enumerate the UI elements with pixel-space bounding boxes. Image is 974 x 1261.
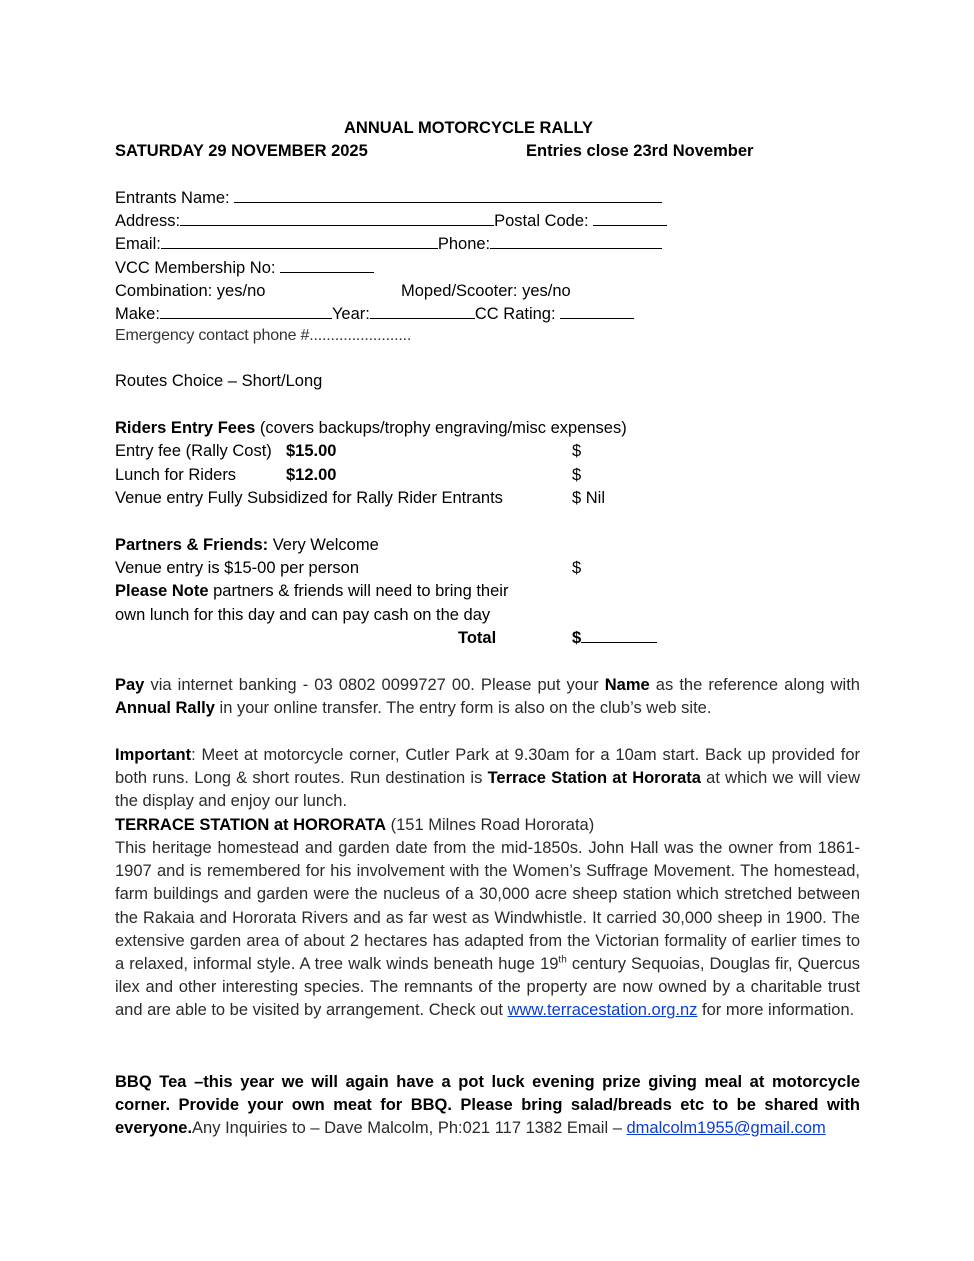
- payment-text-2: as the reference along with: [649, 676, 860, 694]
- postal-code-label: Postal Code:: [494, 212, 589, 230]
- fees-heading-note: (covers backups/trophy engraving/misc expenses): [255, 419, 627, 437]
- bbq-bold: BBQ Tea –this year we will again have a pot luck evening prize giving meal at motorcycle corner. Provide your own meat for BBQ. Please bring salad/breads etc to be shared with everyone.: [115, 1073, 860, 1138]
- phone-label: Phone:: [437, 235, 491, 253]
- terrace-address: (151 Milnes Road Hororata): [386, 816, 595, 834]
- year-label: Year:: [331, 305, 370, 323]
- contact-email-link[interactable]: dmalcolm1955@gmail.com: [626, 1119, 826, 1138]
- make-row: [115, 304, 634, 324]
- terrace-body-1: This heritage homestead and garden date from the mid-1850s. John Hall was the owner from 1861-1907 and is remembered for his involvement with the Women’s Suffrage Movement. The homestead, farm buildings and garden were the nucleus of a 30,000 acre sheep station which stretched between the Rakaia and Hororata Rivers and as far west as Windwhistle. It carried 30,000 sheep in 1900. The extensive garden area of about 2 hectares has adapted from the Victorian formality of earlier times to a relaxed, informal style. A tree walk winds beneath huge 19: [115, 839, 860, 974]
- membership-field[interactable]: [280, 258, 374, 273]
- total-row: [572, 628, 657, 648]
- make-label: Make:: [115, 305, 160, 323]
- address-row: [115, 211, 667, 231]
- bbq-paragraph: [115, 1071, 860, 1141]
- payment-paragraph: [115, 674, 860, 720]
- venue-subsidy-col: $ Nil: [572, 489, 606, 507]
- important-paragraph: [115, 744, 860, 814]
- partners-note-line2: own lunch for this day and can pay cash on the day: [115, 606, 491, 624]
- emergency-contact[interactable]: Emergency contact phone #........................: [115, 327, 412, 344]
- payment-text-1: via internet banking - 03 0802 0099727 00. Please put your: [144, 676, 605, 694]
- terrace-heading: TERRACE STATION at HORORATA: [115, 816, 387, 834]
- cc-rating-label: CC Rating:: [474, 305, 556, 323]
- address-label: Address:: [115, 212, 181, 230]
- terrace-heading-row: [115, 815, 594, 835]
- partners-note-row: [115, 581, 508, 601]
- terrace-paragraph: [115, 837, 860, 1023]
- bbq-text: Any Inquiries to – Dave Malcolm, Ph:021 117 1382 Email –: [192, 1119, 627, 1138]
- email-label: Email:: [115, 235, 161, 253]
- name-bold: Name: [604, 676, 650, 694]
- fees-heading: Riders Entry Fees: [115, 419, 256, 437]
- important-text-2: at which we will view the display and enjoy our lunch.: [115, 769, 860, 811]
- total-col: $: [572, 629, 582, 647]
- partners-heading-note: Very Welcome: [268, 536, 379, 554]
- terrace-body-2: century Sequoias, Douglas fir, Quercus ilex and other interesting species. The remnants of the property are now owned by a charitable trust and are able to be visited by arrangement. Check out: [115, 955, 860, 1020]
- partners-venue-label: Venue entry is $15-00 per person: [115, 559, 359, 577]
- payment-text-3: in your online transfer. The entry form is also on the club’s web site.: [214, 699, 712, 718]
- event-date: SATURDAY 29 NOVEMBER 2025: [115, 142, 368, 160]
- partners-heading: Partners & Friends:: [115, 536, 269, 554]
- email-row: [115, 234, 662, 254]
- moped-option[interactable]: Moped/Scooter: yes/no: [401, 282, 571, 300]
- total-label: Total: [458, 629, 497, 647]
- combination-option[interactable]: Combination: yes/no: [115, 282, 266, 300]
- postal-code-field[interactable]: [593, 211, 667, 226]
- lunch-amount: $12.00: [286, 466, 337, 484]
- terrace-website-link[interactable]: www.terracestation.org.nz: [507, 1001, 698, 1020]
- entrant-name-label: Entrants Name:: [115, 189, 230, 207]
- venue-subsidy-label: Venue entry Fully Subsidized for Rally Rider Entrants: [115, 489, 503, 507]
- partners-venue-col: $: [572, 559, 582, 577]
- fees-heading-row: [115, 418, 627, 438]
- total-field[interactable]: [581, 628, 657, 643]
- make-field[interactable]: [160, 304, 332, 319]
- lunch-label: Lunch for Riders: [115, 466, 237, 484]
- entry-fee-label: Entry fee (Rally Cost): [115, 442, 272, 460]
- pay-bold: Pay: [115, 676, 145, 694]
- important-label: Important: [115, 746, 192, 764]
- routes-choice: Routes Choice – Short/Long: [115, 372, 323, 390]
- terrace-sup: th: [558, 954, 567, 966]
- partners-heading-row: [115, 535, 379, 555]
- form-title: ANNUAL MOTORCYCLE RALLY: [344, 119, 594, 137]
- important-text-1: : Meet at motorcycle corner, Cutler Park at 9.30am for a 10am start. Back up provided for both runs. Long & short routes. Run destination is: [115, 746, 860, 788]
- annual-rally-bold: Annual Rally: [115, 699, 215, 718]
- entry-fee-amount: $15.00: [286, 442, 337, 460]
- address-field[interactable]: [180, 211, 494, 226]
- partners-note-rest: partners & friends will need to bring their: [208, 582, 509, 600]
- entrant-name-row: [115, 188, 662, 208]
- cc-rating-field[interactable]: [560, 304, 634, 319]
- entries-close: Entries close 23rd November: [526, 142, 754, 160]
- entry-fee-col: $: [572, 442, 582, 460]
- partners-note-bold: Please Note: [115, 582, 209, 600]
- year-field[interactable]: [370, 304, 475, 319]
- entrant-name-field[interactable]: [234, 188, 662, 203]
- membership-row: [115, 258, 374, 278]
- terrace-station-bold: Terrace Station at Hororata: [487, 769, 701, 788]
- lunch-col: $: [572, 466, 582, 484]
- membership-label: VCC Membership No:: [115, 259, 276, 277]
- email-field[interactable]: [161, 234, 438, 249]
- phone-field[interactable]: [490, 234, 662, 249]
- terrace-body-3: for more information.: [697, 1001, 855, 1020]
